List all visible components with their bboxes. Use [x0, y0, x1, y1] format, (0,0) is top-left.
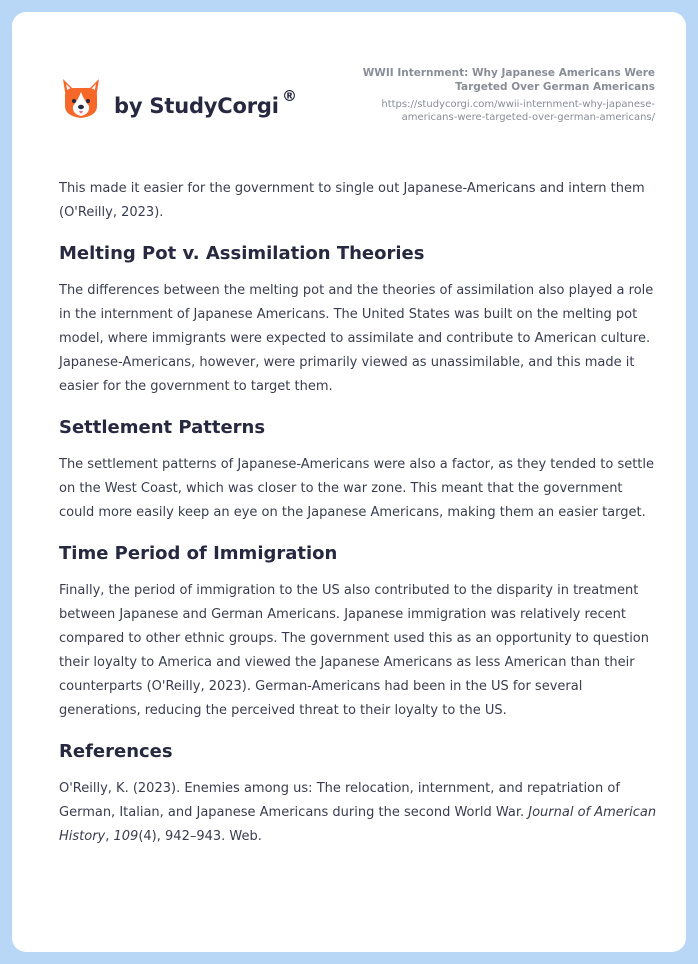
section-heading-melting-pot: Melting Pot v. Assimilation Theories [59, 243, 425, 264]
corgi-logo-icon [60, 76, 102, 122]
reference-issue-pages: (4), 942–943. Web. [138, 829, 262, 844]
reference-separator: , [105, 829, 114, 844]
reference-volume: 109 [113, 829, 139, 844]
reference-entry [59, 777, 659, 849]
page-header [12, 12, 686, 162]
intro-paragraph: This made it easier for the government to single out Japanese-Americans and intern them (O'Reilly, 2023). [59, 181, 645, 220]
reference-journal: Journal of American History [59, 805, 657, 844]
studycorgi-logo[interactable] [60, 76, 310, 126]
document-page [12, 12, 686, 952]
registered-mark: ® [282, 87, 297, 105]
section-heading-time-period: Time Period of Immigration [59, 543, 338, 564]
references-heading: References [59, 741, 173, 762]
section-heading-settlement: Settlement Patterns [59, 417, 266, 438]
logo-wordmark: by StudyCorgi [114, 94, 279, 118]
document-title: WWII Internment: Why Japanese Americans Were Targeted Over German Americans [362, 67, 655, 93]
document-body [59, 177, 659, 849]
section-paragraph-time-period: Finally, the period of immigration to the US also contributed to the disparity in treatment between Japanese and German Americans. Japanese immigration was relatively recent compared to other ethnic groups. The government used this as an opportunity to question their loyalty to America and viewed the Japanese Americans as less American than their counterparts (O'Reilly, 2023). German-Americans had been in the US for several generations, reducing the perceived threat to their loyalty to the US. [59, 583, 649, 718]
section-paragraph-melting-pot: The differences between the melting pot and the theories of assimilation also played a role in the internment of Japanese Americans. The United States was built on the melting pot model, where immigrants were expected to assimilate and contribute to American culture. Japanese-Americans, however, were primarily viewed as unassimilable, and this made it easier for the government to target them. [59, 283, 654, 394]
reference-authors-title: O'Reilly, K. (2023). Enemies among us: The relocation, internment, and repatriation of German, Italian, and Japanese Americans during the second World War. [59, 781, 620, 820]
section-paragraph-settlement: The settlement patterns of Japanese-Americans were also a factor, as they tended to settle on the West Coast, which was closer to the war zone. This meant that the government could more easily keep an eye on the Japanese Americans, making them an easier target. [59, 457, 655, 520]
document-meta [335, 66, 655, 124]
document-url[interactable]: https://studycorgi.com/wwii-internment-why-japanese-americans-were-targeted-over-german-americans/ [381, 99, 655, 123]
